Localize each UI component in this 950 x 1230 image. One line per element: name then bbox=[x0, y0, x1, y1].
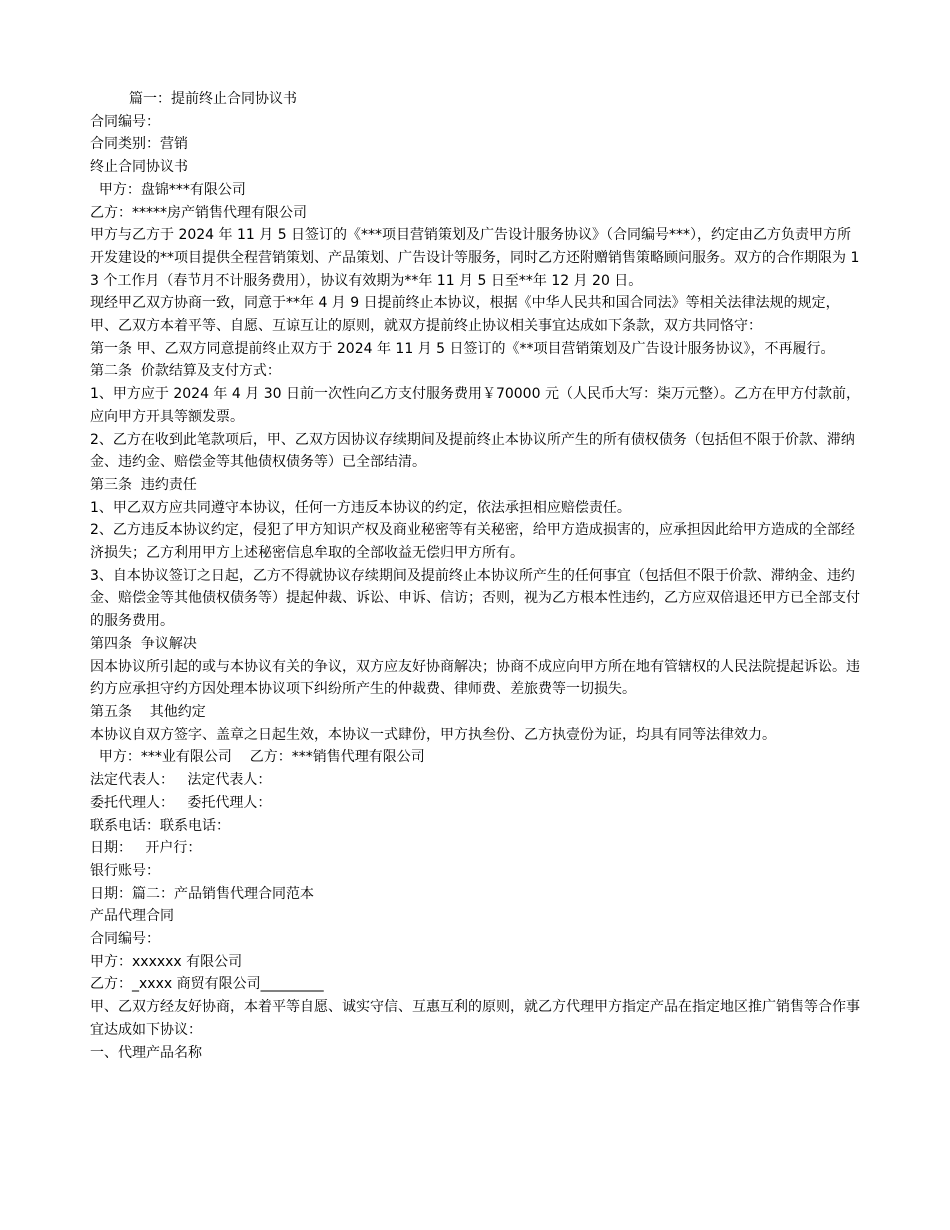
paragraph: 2、乙方在收到此笔款项后，甲、乙双方因协议存续期间及提前终止本协议所产生的所有债权债务（包括但不限于价款、滞纳金、违约金、赔偿金等其他债权债务等）已全部结清。 bbox=[90, 431, 855, 471]
text-line: 第三条 违约责任 bbox=[90, 476, 197, 493]
paragraph: 甲、乙双方经友好协商，本着平等自愿、诚实守信、互惠互利的原则，就乙方代理甲方指定产品在指定地区推广销售等合作事宜达成如下协议： bbox=[90, 999, 860, 1038]
paragraph: 第一条 甲、乙双方同意提前终止双方于 2024 年 11 月 5 日签订的《**项目营销策划及广告设计服务协议》，不再履行。 bbox=[90, 340, 835, 357]
text-line: 第二条 价款结算及支付方式： bbox=[90, 363, 281, 380]
paragraph: 因本协议所引起的或与本协议有关的争议，双方应友好协商解决；协商不成应向甲方所在地有管辖权的人民法院提起诉讼。违约方应承担守约方因处理本协议项下纠纷所产生的仲裁费、律师费、差旅费等一切损失。 bbox=[90, 658, 860, 698]
text-line: 一、代理产品名称 bbox=[90, 1044, 202, 1061]
paragraph: 甲方与乙方于 2024 年 11 月 5 日签订的《***项目营销策划及广告设计服务协议》（合同编号***），约定由乙方负责甲方所开发建设的**项目提供全程营销策划、产品策划、广告设计等服务，同时乙方还附赠销售策略顾问服务。双方的合作期限为 13 个工作月（春节月不计服务费用），协议有效期为**年 11 月 5 日至**年 12 月 20 日。 bbox=[90, 227, 860, 289]
text-line: 第四条 争议解决 bbox=[90, 635, 197, 652]
text-line: 合同编号： bbox=[90, 931, 160, 948]
text-line: 合同编号： bbox=[90, 113, 160, 130]
text-line: 法定代表人： 法定代表人： bbox=[90, 772, 272, 789]
paragraph: 现经甲乙双方协商一致，同意于**年 4 月 9 日提前终止本协议，根据《中华人民共和国合同法》等相关法律法规的规定，甲、乙双方本着平等、自愿、互谅互让的原则，就双方提前终止协议相关事宜达成如下条款，双方共同恪守： bbox=[90, 295, 840, 335]
text-line: 甲方：xxxxxx 有限公司 bbox=[90, 953, 243, 970]
text-line: 产品代理合同 bbox=[90, 908, 174, 925]
text-line: 银行账号： bbox=[90, 862, 160, 879]
paragraph: 1、甲方应于 2024 年 4 月 30 日前一次性向乙方支付服务费用￥70000 元（人民币大写：柒万元整）。乙方在甲方付款前，应向甲方开具等额发票。 bbox=[90, 386, 860, 425]
paragraph: 本协议自双方签字、盖章之日起生效，本协议一式肆份，甲方执叁份、乙方执壹份为证，均具有同等法律效力。 bbox=[90, 726, 776, 743]
text-line: 乙方：*****房产销售代理有限公司 bbox=[90, 204, 307, 221]
paragraph: 3、自本协议签订之日起，乙方不得就协议存续期间及提前终止本协议所产生的任何事宜（包括但不限于价款、滞纳金、违约金、赔偿金等其他债权债务等）提起仲裁、诉讼、申诉、信访；否则，视为乙方根本性违约，乙方应双倍退还甲方已全部支付的服务费用。 bbox=[90, 567, 860, 630]
text-line: 甲方：盘锦***有限公司 bbox=[90, 181, 246, 198]
text-line: 篇一：提前终止合同协议书 bbox=[129, 91, 297, 107]
document-page bbox=[90, 88, 865, 1064]
text-line: 乙方：_xxxx 商贸有限公司_________ bbox=[90, 976, 324, 993]
paragraph: 2、乙方违反本协议约定，侵犯了甲方知识产权及商业秘密等有关秘密，给甲方造成损害的，应承担因此给甲方造成的全部经济损失；乙方利用甲方上述秘密信息牟取的全部收益无偿归甲方所有。 bbox=[90, 522, 855, 562]
paragraph: 1、甲乙双方应共同遵守本协议，任何一方违反本协议的约定，依法承担相应赔偿责任。 bbox=[90, 499, 631, 516]
text-line: 合同类别：营销 bbox=[90, 136, 188, 153]
text-line: 终止合同协议书 bbox=[90, 159, 188, 176]
text-line: 联系电话：联系电话： bbox=[90, 817, 230, 834]
text-line: 日期： 开户行： bbox=[90, 840, 202, 857]
text-line: 甲方：***业有限公司 乙方：***销售代理有限公司 bbox=[90, 749, 425, 766]
text-line: 委托代理人： 委托代理人： bbox=[90, 794, 272, 811]
text-line: 日期：篇二：产品销售代理合同范本 bbox=[90, 885, 314, 902]
text-line: 第五条 其他约定 bbox=[90, 703, 206, 720]
